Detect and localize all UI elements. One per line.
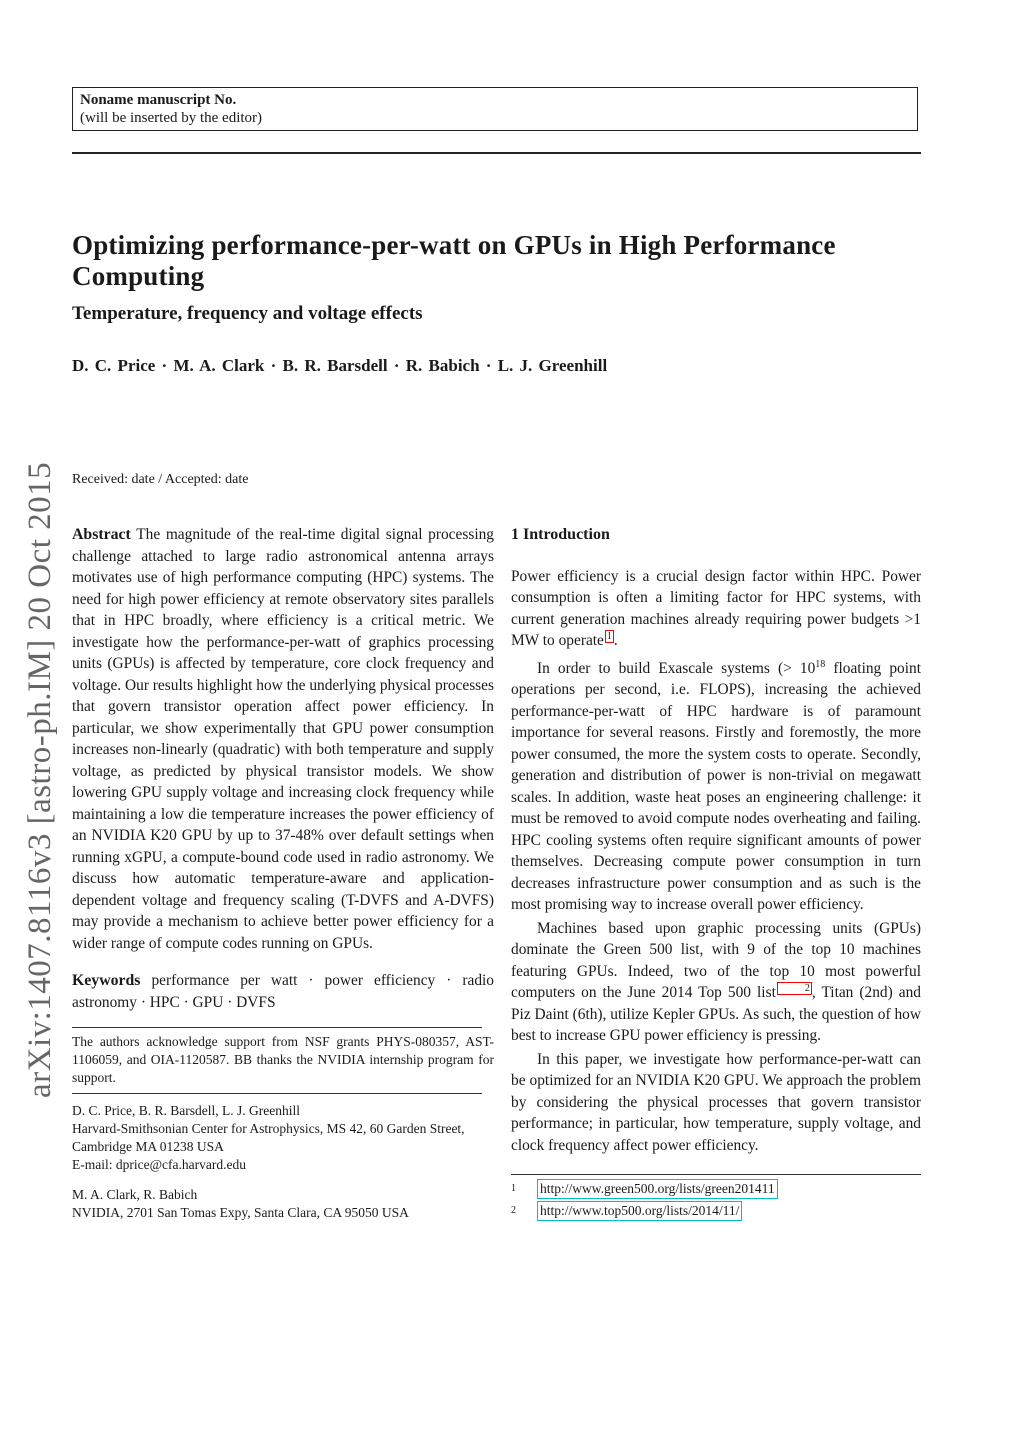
- keywords-label: Keywords: [72, 972, 141, 989]
- affiliation-names: D. C. Price, B. R. Barsdell, L. J. Greenhill: [72, 1103, 300, 1118]
- footnote-number: 2: [511, 1205, 516, 1217]
- intro-paragraph-4: In this paper, we investigate how performance-per-watt can be optimized for an NVIDIA K20 GPU. We approach the problem by considering the physical processes that govern transistor performance; in particular, how temperature, supply voltage, and clock frequency affect power efficiency.: [511, 1050, 921, 1154]
- keywords: [72, 970, 494, 1013]
- received-accepted-dates: Received: date / Accepted: date: [72, 472, 249, 487]
- abstract: [72, 524, 494, 954]
- footnote-item: [511, 1179, 921, 1199]
- left-column: [72, 524, 494, 1234]
- paper-title: Optimizing performance-per-watt on GPUs in High Performance Computing: [72, 230, 836, 291]
- footnote-item: [511, 1201, 921, 1221]
- affiliation-rule: [72, 1093, 482, 1094]
- manuscript-line2: (will be inserted by the editor): [80, 110, 263, 126]
- affiliation-email: E-mail: dprice@cfa.harvard.edu: [72, 1157, 246, 1172]
- footnotes: [511, 1179, 921, 1221]
- right-column: [511, 524, 921, 1221]
- manuscript-line1: Noname manuscript No.: [80, 92, 237, 108]
- keywords-text: performance per watt · power efficiency · radio astronomy · HPC · GPU · DVFS: [72, 972, 494, 1011]
- arxiv-stamp: arXiv:1407.8116v3 [astro-ph.IM] 20 Oct 2015: [22, 461, 58, 1098]
- abstract-text: The magnitude of the real-time digital signal processing challenge attached to large radio astronomical antenna arrays motivates use of high performance computing (HPC) systems. The need for high power efficiency at remote observatory sites parallels that in HPC broadly, where efficiency is a critical metric. We investigate how the performance-per-watt of graphics processing units (GPUs) is affected by temperature, core clock frequency and voltage. Our results highlight how the underlying physical processes that govern transistor operation affect power efficiency. In particular, we show experimentally that GPU power consumption increases non-linearly (quadratic) with both temperature and supply voltage, as predicted by physical transistor models. We show lowering GPU supply voltage and increasing clock frequency while maintaining a low die temperature increases the power efficiency of an NVIDIA K20 GPU by up to 37-48% over default settings when running xGPU, a compute-bound code used in radio astronomy. We discuss how automatic temperature-aware and application-dependent voltage and frequency scaling (T-DVFS and A-DVFS) may provide a mechanism to achieve better power efficiency for a wider range of compute codes running on GPUs.: [72, 526, 494, 952]
- intro-paragraph-2: [511, 654, 921, 916]
- exponent: 18: [815, 658, 826, 670]
- footnote-number: 1: [511, 1183, 516, 1195]
- affiliation-address: Harvard-Smithsonian Center for Astrophysics, MS 42, 60 Garden Street, Cambridge MA 01238 USA: [72, 1121, 465, 1154]
- footnote-ref-1[interactable]: 1: [606, 631, 612, 642]
- intro-paragraph-1: Power efficiency is a crucial design factor within HPC. Power consumption is often a limiting factor for HPC systems, with current generation machines already requiring power budgets >1 MW to operate 1 .: [511, 567, 921, 650]
- intro-paragraph-3: [511, 918, 921, 1047]
- affiliation-nvidia: [72, 1186, 494, 1222]
- acknowledgement: The authors acknowledge support from NSF grants PHYS-080357, AST-1106059, and OIA-1120587. BB thanks the NVIDIA internship program for support.: [72, 1034, 494, 1085]
- affiliation-cfa: [72, 1102, 494, 1174]
- affiliation-address: NVIDIA, 2701 San Tomas Expy, Santa Clara, CA 95050 USA: [72, 1205, 409, 1220]
- footnote-ref-2[interactable]: 2: [777, 982, 812, 995]
- manuscript-header-box: [72, 87, 918, 131]
- intro-p3-text-a: Machines based upon graphic processing units (GPUs) dominate the Green 500 list, with 9 of the top 10 machines featuring GPUs. Indeed, two of the top 10 most powerful computers on the June 2014 Top 500 list: [511, 919, 921, 1002]
- intro-p2-text-a: In order to build Exascale systems (> 10: [537, 659, 816, 677]
- footnote-link-green500[interactable]: http://www.green500.org/lists/green201411: [537, 1179, 778, 1199]
- paper-subtitle: Temperature, frequency and voltage effects: [72, 303, 423, 324]
- author-list: D. C. Price · M. A. Clark · B. R. Barsdell · R. Babich · L. J. Greenhill: [72, 356, 608, 375]
- footnote-link-top500[interactable]: http://www.top500.org/lists/2014/11/: [537, 1201, 742, 1221]
- acknowledgement-rule: [72, 1027, 482, 1028]
- affiliations: [72, 1102, 494, 1222]
- intro-p3-text-b: , Titan (2nd) and Piz Daint (6th), utilize Kepler GPUs. As such, the question of how best to increase GPU power efficiency is pressing.: [511, 984, 921, 1045]
- affiliation-names: M. A. Clark, R. Babich: [72, 1187, 198, 1202]
- abstract-label: Abstract: [72, 526, 131, 543]
- intro-p1-text: Power efficiency is a crucial design factor within HPC. Power consumption is often a limiting factor for HPC systems, with current generation machines already requiring power budgets >1 MW to operate: [511, 567, 921, 650]
- intro-p2-text-b: floating point operations per second, i.e. FLOPS), increasing the achieved performance-per-watt of HPC hardware is of paramount importance for several reasons. Firstly and foremostly, the more power consumed, the more the system costs to operate. Secondly, generation and distribution of power is non-trivial on megawatt scales. In addition, waste heat poses an engineering challenge: it must be removed to avoid compute nodes overheating and failing. HPC cooling systems often require significant amounts of power themselves. Decreasing compute power consumption in turn decreases infrastructure power consumption and as such is the most promising way to increase overall power efficiency.: [511, 659, 921, 914]
- header-rule: [72, 152, 921, 154]
- section-heading-introduction: 1 Introduction: [511, 526, 610, 543]
- footnote-rule: [511, 1174, 921, 1175]
